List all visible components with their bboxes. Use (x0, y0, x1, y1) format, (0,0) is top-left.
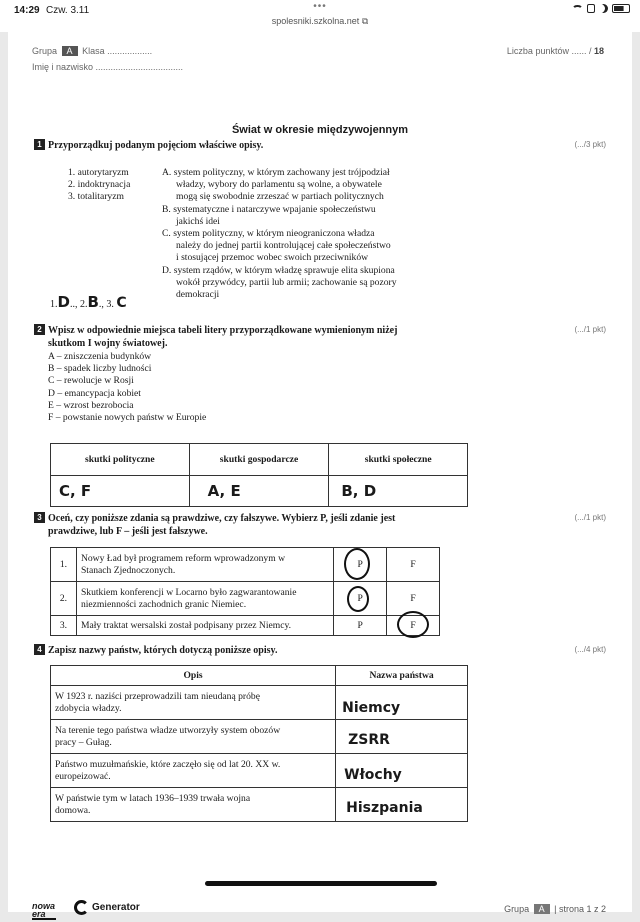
description-line: pracy – Gułag. (55, 736, 112, 748)
table-row (51, 720, 468, 754)
footer-group-label: Grupa (504, 904, 530, 914)
p-label: P (357, 558, 363, 570)
status-bar (0, 0, 640, 32)
group-class-line (32, 46, 152, 56)
option-d-cont: demokracji (176, 289, 220, 301)
description-line: europeizować. (55, 770, 111, 782)
col-economic: skutki gospodarcze (189, 444, 329, 476)
task-number: 4 (34, 644, 45, 655)
option-d-cont: wokół przywódcy, partii lub armii; zachowanie są pozory (176, 276, 397, 288)
effect-b: B – spadek liczby ludności (48, 363, 152, 375)
effect-e: E – wzrost bezrobocia (48, 399, 134, 411)
effect-c: C – rewolucje w Rosji (48, 375, 134, 387)
row-number: 3. (51, 616, 77, 636)
answer-label-3: 3. (106, 299, 114, 310)
page-number: | strona 1 z 2 (554, 904, 606, 914)
generator-logo (74, 900, 140, 915)
table-row (51, 548, 440, 582)
task-3-points: (.../1 pkt) (574, 513, 606, 522)
task-1-title (34, 139, 263, 151)
table-row (51, 582, 440, 616)
effect-d: D – emancypacja kobiet (48, 387, 141, 399)
true-option[interactable] (334, 548, 387, 582)
effect-f: F – powstanie nowych państw w Europie (48, 412, 207, 424)
term-2: 2. indoktrynacja (68, 179, 131, 191)
answer-economic[interactable]: A, E (189, 476, 329, 507)
tab-dots[interactable]: ••• (313, 1, 327, 12)
f-label: F (410, 592, 416, 604)
group-badge: A (62, 46, 78, 56)
table-row (51, 616, 440, 636)
date: Czw. 3.11 (46, 5, 90, 16)
answer-2[interactable]: B (87, 293, 99, 311)
answer-country[interactable]: Hiszpania (336, 788, 468, 822)
table-row (51, 754, 468, 788)
effect-a: A – zniszczenia budynków (48, 351, 152, 362)
answer-social[interactable]: B, D (329, 476, 468, 507)
f-label: F (410, 619, 416, 631)
selection-circle (347, 586, 369, 612)
task-number: 1 (34, 139, 45, 150)
page-title: Świat w okresie międzywojennym (231, 124, 409, 136)
option-c-cont: należy do jednej partii kontrolującej całe społeczeństwo (176, 240, 391, 252)
p-label: P (357, 592, 363, 604)
class-label: Klasa .................. (82, 46, 153, 56)
task-4-points: (.../4 pkt) (574, 645, 606, 654)
statement-line: Skutkiem konferencji w Locarno było zagwarantowanie (80, 586, 297, 598)
url-text: spolesniki.szkolna.net (271, 16, 360, 26)
statement-line: Mały traktat wersalski został podpisany przez Niemcy. (80, 619, 292, 631)
true-option[interactable] (334, 616, 387, 636)
task-3-table (50, 547, 440, 636)
answer-country[interactable]: Niemcy (336, 686, 468, 720)
option-c-cont: i stosującej przemoc wobec swoich przeciwników (176, 252, 369, 264)
name-line: Imię i nazwisko ................................... (32, 62, 184, 72)
wifi-icon (572, 5, 583, 13)
option-c: C. system polityczny, w którym nieograniczona władza (162, 228, 375, 240)
statement (76, 616, 333, 636)
task-2-table (50, 443, 468, 507)
task-4-title (34, 644, 277, 656)
option-a-cont: władzy, wybory do parlamentu są wolne, a obywatele (176, 179, 382, 191)
home-indicator[interactable] (205, 881, 437, 886)
logo-top: nowa (32, 901, 56, 911)
task-2-text-cont: skutkom I wojny światowej. (48, 338, 168, 349)
task-number: 2 (34, 324, 45, 335)
system-icons (572, 4, 630, 13)
row-number: 2. (51, 582, 77, 616)
answer-country[interactable]: ZSRR (336, 720, 468, 754)
url-bar[interactable] (0, 16, 640, 27)
col-social: skutki społeczne (329, 444, 468, 476)
p-label: P (357, 619, 363, 631)
statement (76, 582, 333, 616)
generator-label: Generator (92, 902, 140, 913)
f-label: F (410, 558, 416, 570)
description-line: domowa. (55, 804, 91, 816)
option-a-cont: mogą się swobodnie zrzeszać w partiach politycznych (176, 191, 384, 203)
true-option[interactable] (334, 582, 387, 616)
description-line: W państwie tym w latach 1936–1939 trwała wojna (55, 792, 251, 804)
false-option[interactable] (387, 616, 440, 636)
task-4-table (50, 665, 468, 822)
task-1-answers[interactable]: 1.D.., 2.B., 3. C (50, 293, 127, 311)
table-row (51, 788, 468, 822)
answer-political[interactable]: C, F (51, 476, 190, 507)
statement (76, 548, 333, 582)
footer-group-badge: A (534, 904, 550, 914)
selection-circle (344, 548, 370, 580)
option-b: B. systematyczne i natarczywe wpajanie społeczeństwu (162, 203, 376, 215)
statement-line: niezmienności zachodnich granic Niemiec. (80, 598, 247, 610)
task-3-text: Oceń, czy poniższe zdania są prawdziwe, czy fałszywe. Wybierz P, jeśli zdanie jest (48, 513, 396, 524)
footer-page-info (504, 904, 606, 914)
lock-icon: ⧉ (361, 16, 369, 26)
task-1-text: Przyporządkuj podanym pojęciom właściwe opisy. (48, 140, 264, 151)
term-3: 3. totalitaryzm (68, 191, 124, 203)
col-description: Opis (51, 666, 336, 686)
answer-label-2: 2. (79, 299, 88, 310)
col-political: skutki polityczne (51, 444, 190, 476)
row-number: 1. (51, 548, 77, 582)
clock: 14:29 (14, 5, 40, 16)
group-label: Grupa (32, 46, 58, 56)
task-1-terms (68, 167, 130, 204)
answer-label-1: 1. (50, 299, 58, 310)
points-max: 18 (593, 46, 604, 56)
description (51, 788, 336, 822)
description-line: Na terenie tego państwa władze utworzyły system obozów (55, 724, 281, 736)
description (51, 686, 336, 720)
task-3-title (34, 512, 395, 538)
answer-country[interactable]: Włochy (336, 754, 468, 788)
description-line: Państwo muzułmańskie, które zaczęło się od lat 20. XX w. (55, 758, 281, 770)
table-row (51, 686, 468, 720)
answer-1[interactable]: D (57, 293, 70, 311)
generator-g-icon (74, 900, 89, 915)
statement-line: Stanach Zjednoczonych. (80, 564, 176, 576)
option-d: D. system rządów, w którym władzę sprawuje elita skupiona (162, 264, 395, 276)
term-1: 1. autorytaryzm (68, 167, 129, 178)
rotation-lock-icon (587, 4, 595, 13)
selection-circle (397, 611, 429, 638)
description (51, 720, 336, 754)
task-1-options (162, 167, 397, 301)
task-2-title (34, 324, 397, 350)
false-option[interactable] (387, 548, 440, 582)
description (51, 754, 336, 788)
task-4-text: Zapisz nazwy państw, których dotyczą poniższe opisy. (48, 645, 278, 656)
task-2-items (48, 351, 206, 424)
publisher-logo (32, 902, 56, 920)
battery-icon (612, 4, 630, 13)
moon-icon (599, 4, 608, 13)
description-line: W 1923 r. naziści przeprowadzili tam nieudaną próbę (55, 690, 260, 702)
task-1-points: (.../3 pkt) (574, 140, 606, 149)
task-number: 3 (34, 512, 45, 523)
answer-3[interactable]: C (116, 295, 127, 311)
worksheet-page (8, 32, 632, 919)
description-line: zdobycia władzy. (55, 702, 122, 714)
task-3-text-cont: prawdziwe, lub F – jeśli jest fałszywe. (48, 526, 208, 537)
statement-line: Nowy Ład był programem reform wprowadzonym w (80, 552, 286, 564)
task-2-text: Wpisz w odpowiednie miejsca tabeli litery przyporządkowane wymienionym niżej (48, 325, 398, 336)
col-country: Nazwa państwa (336, 666, 468, 686)
points-total (507, 46, 604, 56)
option-a: A. system polityczny, w którym zachowany jest trójpodział (162, 167, 390, 178)
points-label: Liczba punktów ...... / (506, 46, 592, 56)
task-2-points: (.../1 pkt) (574, 325, 606, 334)
option-b-cont: jakichś idei (176, 215, 220, 227)
logo-bottom: era (32, 910, 56, 920)
